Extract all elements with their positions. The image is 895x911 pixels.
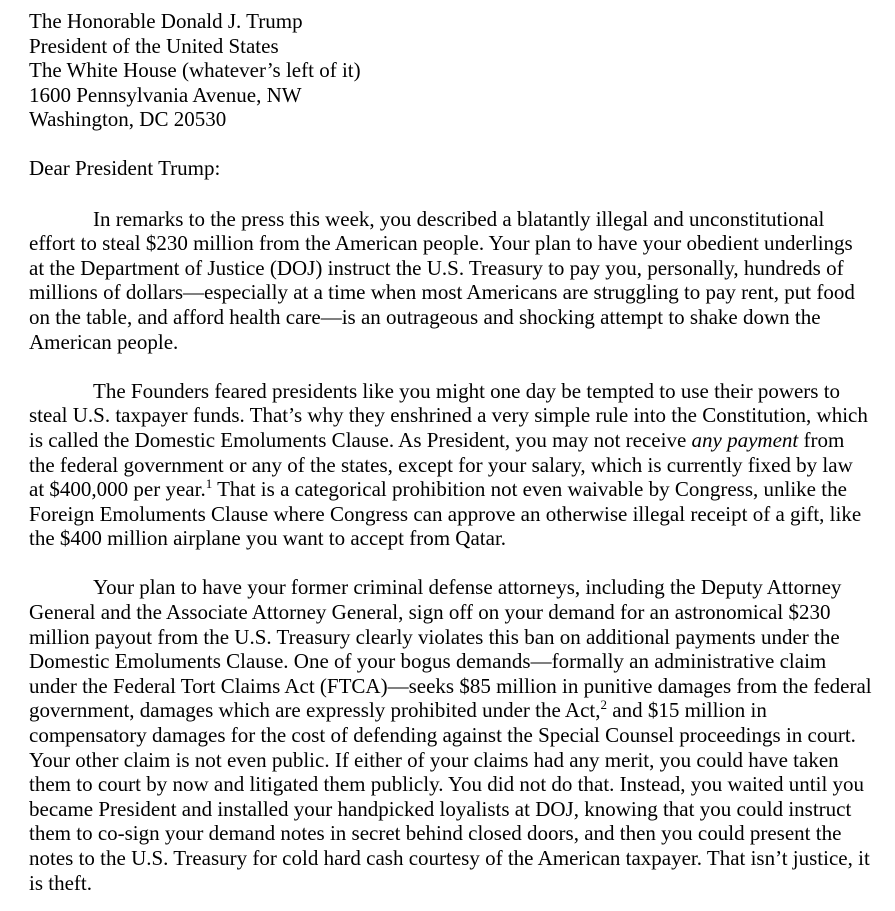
footnote-ref-2[interactable]: 2 bbox=[600, 697, 607, 713]
paragraph-2-text-a: The Founders feared presidents like you might one day be tempted to use their powers to steal U.S. taxpayer funds. That’s why they enshrined a very simple rule into the Constitution, which is called the Domestic Emoluments Clause. As President, you may not receive bbox=[29, 378, 868, 452]
paragraph-1: In remarks to the press this week, you described a blatantly illegal and unconstitutional effort to steal $230 million from the American people. Your plan to have your obedient underlings at the Department of Justice (DOJ) instruct the U.S. Treasury to pay you, personally, hundreds of millions of dollars—especially at a time when most Americans are struggling to pay rent, put food on the table, and afford health care—is an outrageous and shocking attempt to shake down the American people. bbox=[29, 206, 855, 354]
address-line-name: The Honorable Donald J. Trump bbox=[29, 9, 303, 33]
paragraph-2-emphasis: any payment bbox=[691, 427, 799, 452]
address-line-building: The White House (whatever’s left of it) bbox=[29, 58, 361, 83]
paragraph-3-text-a: Your plan to have your former criminal defense attorneys, including the Deputy Attorney General and the Associate Attorney General, sign off on your demand for an astronomical $230 million payout from the U.S. Treasury clearly violates this ban on additional payments under the Domestic Emoluments Clause. One of your bogus demands—formally an administrative claim under the Federal Tort Claims Act (FTCA)—seeks $85 million in punitive damages from the federal government, damages which are expressly prohibited under the Act, bbox=[29, 575, 872, 723]
address-line-street: 1600 Pennsylvania Avenue, NW bbox=[29, 82, 302, 107]
footnote-ref-1[interactable]: 1 bbox=[205, 476, 213, 492]
recipient-address bbox=[29, 9, 873, 132]
address-line-city: Washington, DC 20530 bbox=[29, 107, 227, 132]
paragraph-2-text-c: That is a categorical prohibition not even waivable by Congress, unlike the Foreign Emoluments Clause where Congress can approve an otherwise illegal receipt of a gift, like the $400 million airplane you want to accept from Qatar. bbox=[29, 477, 862, 551]
address-line-title: President of the United States bbox=[29, 33, 279, 58]
paragraph-2-text-b: from the federal government or any of the states, except for your salary, which is currently fixed by law at $400,000 per year. bbox=[29, 427, 853, 502]
paragraph-3 bbox=[29, 575, 873, 895]
salutation: Dear President Trump: bbox=[29, 155, 221, 180]
paragraph-3-text-b: and $15 million in compensatory damages for the cost of defending against the Special Counsel proceedings in court. Your other claim is not even public. If either of your claims had any merit, you could have taken them to court by now and litigated them publicly. You did not do that. Instead, you waited until you became President and installed your handpicked loyalists at DOJ, knowing that you could instruct them to co-sign your demand notes in secret behind closed doors, and then you could present the notes to the U.S. Treasury for cold hard cash courtesy of the American taxpayer. That isn’t justice, it is theft. bbox=[29, 698, 870, 895]
paragraph-2 bbox=[29, 379, 873, 551]
